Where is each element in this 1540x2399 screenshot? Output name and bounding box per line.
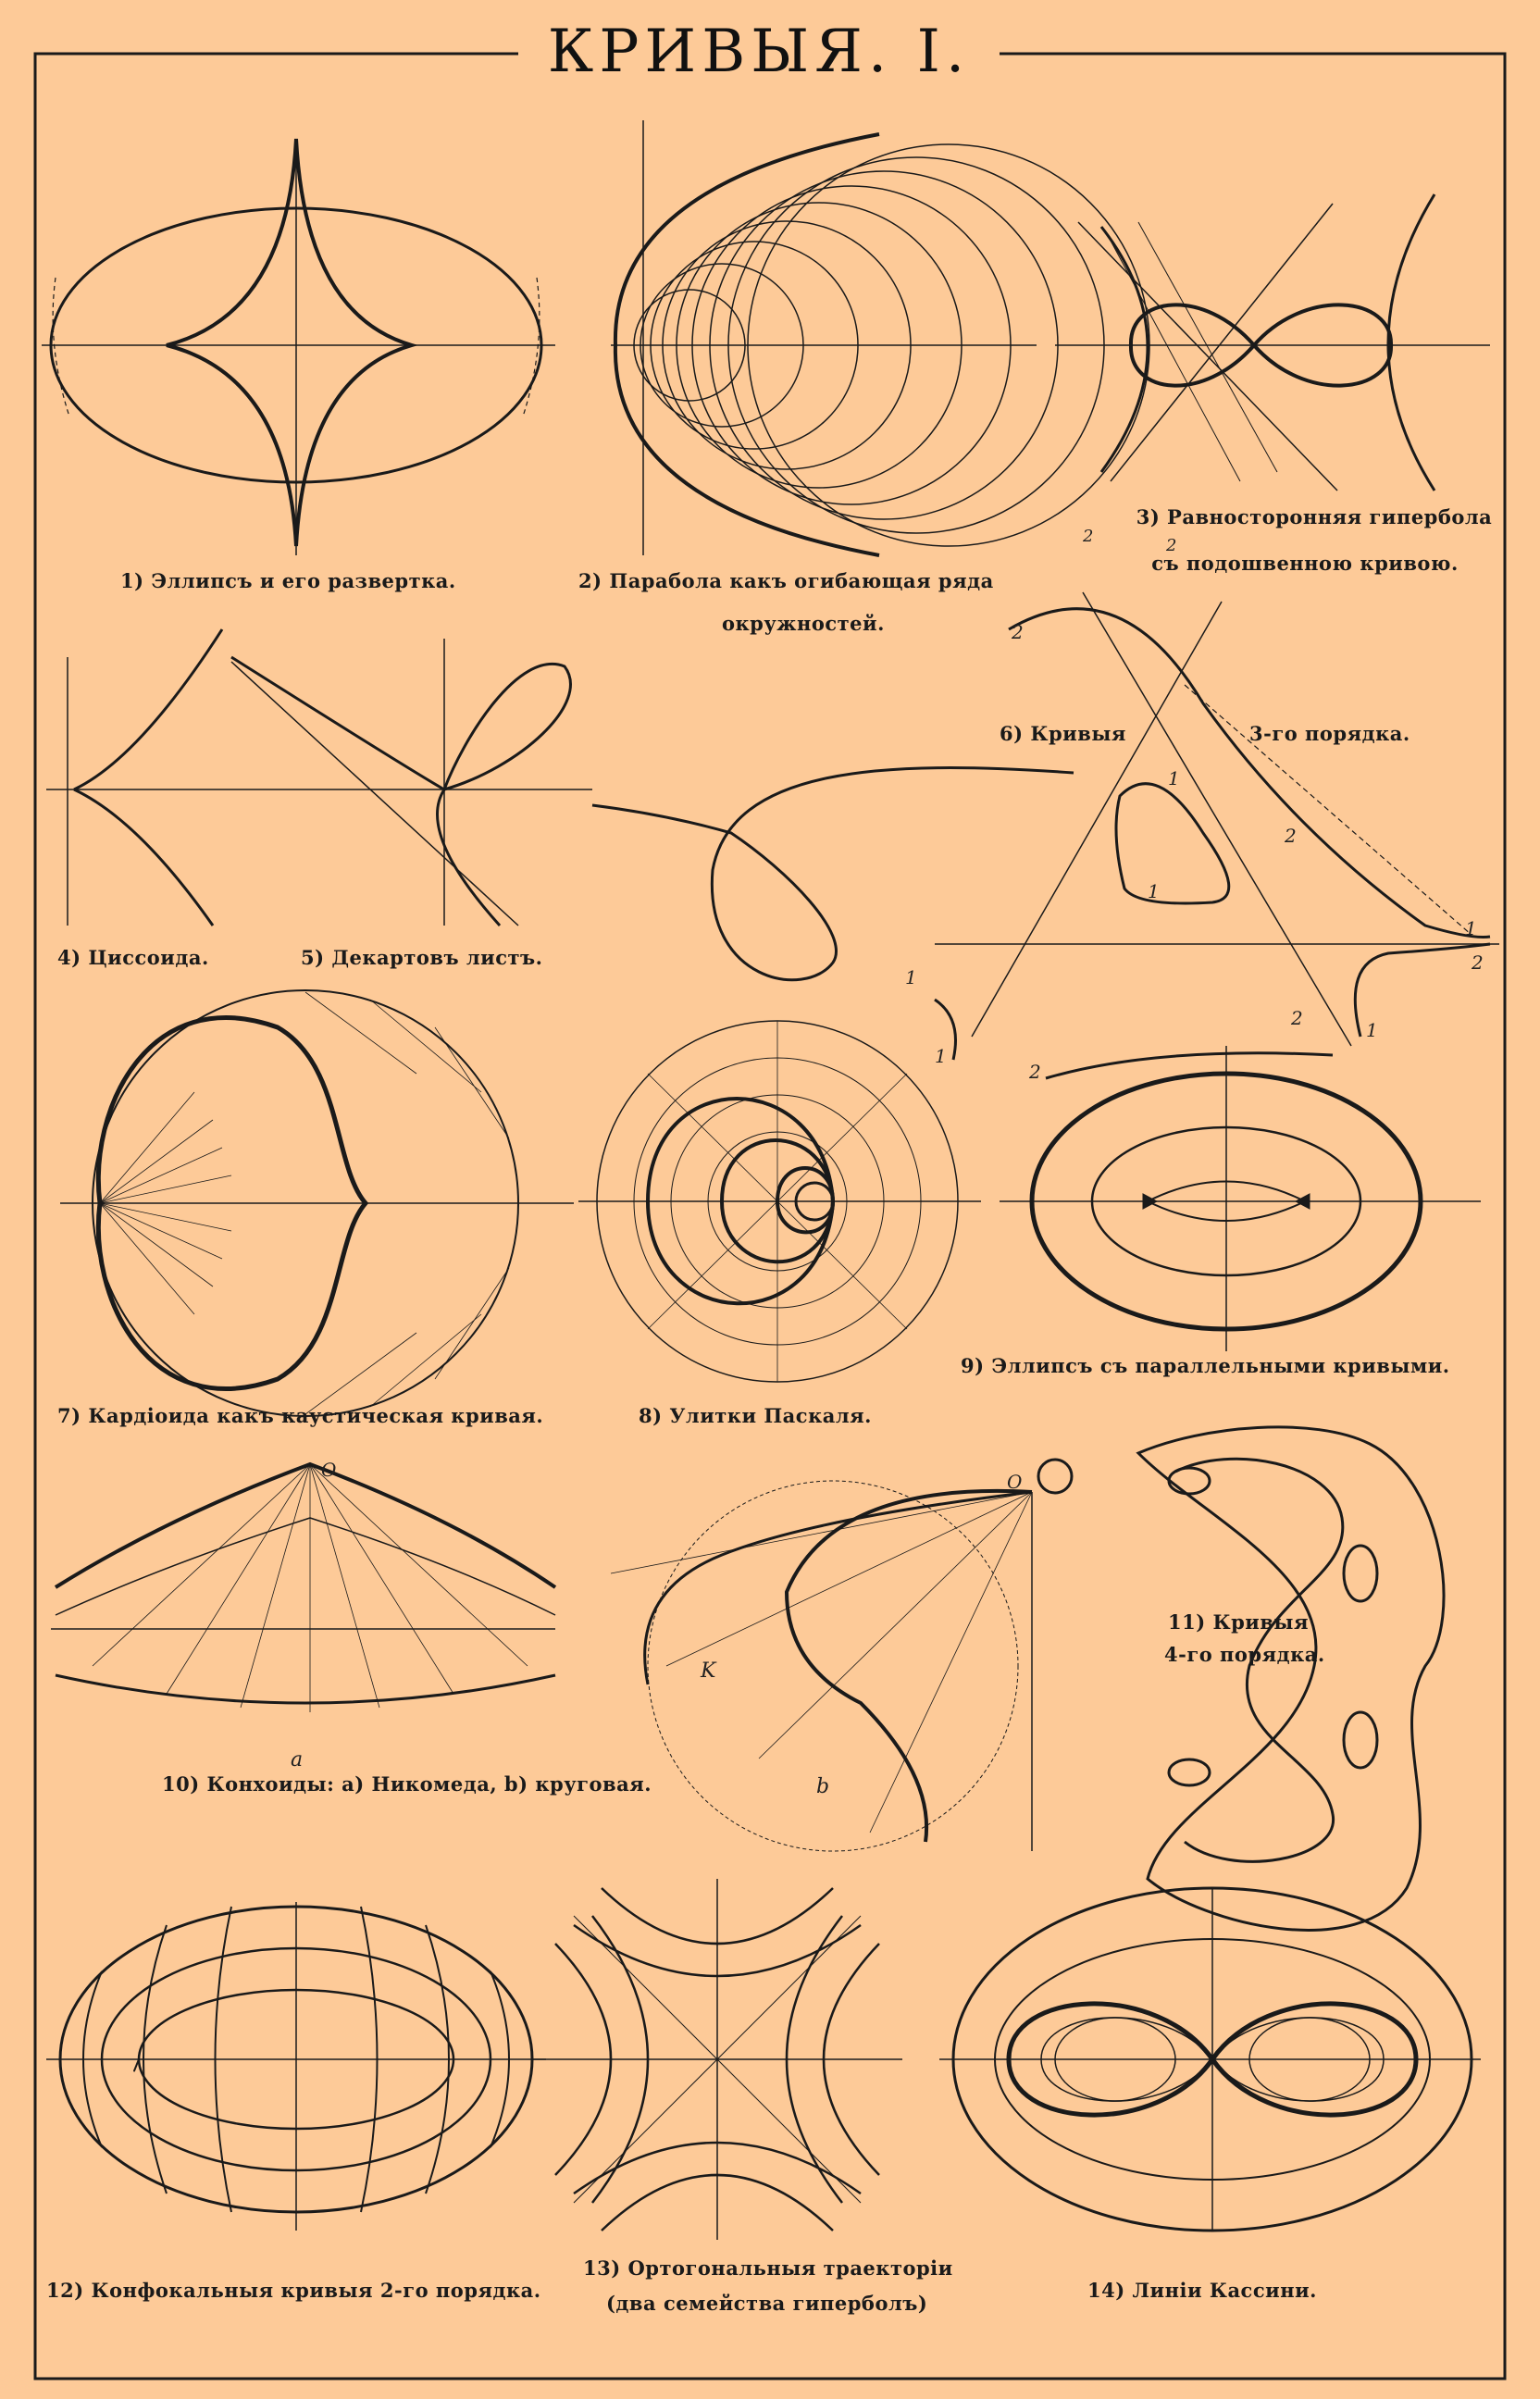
fig3-label-2b: 2 [1166, 536, 1177, 555]
fig6-caption-2: 3-го порядка. [1249, 722, 1410, 745]
fig6-label-1a: 1 [1168, 767, 1180, 789]
figure-6-cubic-curves [935, 592, 1499, 1078]
fig11-caption-2: 4-го порядка. [1164, 1643, 1325, 1666]
figure-8-limacons [578, 1021, 981, 1382]
figure-3-hyperbola-pedal [1055, 194, 1490, 491]
fig10a-label-o: O [321, 1459, 337, 1481]
fig6-label-2b: 2 [1285, 825, 1297, 847]
fig6-label-2c: 2 [1472, 951, 1484, 974]
figure-7-cardioid-caustic [60, 990, 574, 1416]
figure-1-ellipse-evolute [42, 139, 555, 555]
fig1-caption: 1) Эллипсъ и его развертка. [120, 569, 456, 592]
fig10-caption: 10) Конхоиды: a) Никомеда, b) круговая. [162, 1772, 652, 1796]
fig3-caption: 3) Равносторонняя гипербола [1136, 505, 1493, 528]
figure-10b-conchoid-circular [611, 1460, 1072, 1851]
fig6-label-1b: 1 [1148, 880, 1160, 902]
fig13-caption-2: (два семейства гиперболъ) [606, 2292, 928, 2315]
figure-12-confocal-conics [46, 1902, 546, 2231]
fig5-caption: 5) Декартовъ листъ. [301, 946, 543, 969]
fig6-label-2a: 2 [1012, 621, 1024, 643]
fig10a-label-a: a [291, 1748, 304, 1771]
fig6-label-1c: 1 [1465, 917, 1477, 939]
fig6-label-2e: 2 [1029, 1061, 1041, 1083]
fig11-caption: 11) Кривыя [1168, 1610, 1309, 1634]
page-title: КРИВЫЯ. I. [518, 11, 1000, 93]
figure-4-cissoid [46, 629, 592, 926]
figure-2-parabola-envelope [611, 120, 1149, 555]
fig8-caption: 8) Улитки Паскаля. [639, 1404, 872, 1427]
figure-6-loop-curve [592, 768, 1074, 980]
fig3-caption-2: съ подошвенною кривою. [1151, 552, 1459, 575]
fig9-caption: 9) Эллипсъ съ параллельными кривыми. [961, 1354, 1450, 1377]
figure-5-folium [231, 639, 570, 926]
fig10b-label-k: K [701, 1659, 716, 1683]
fig3-label-2: 2 [1083, 527, 1094, 546]
fig4-caption: 4) Циссоида. [57, 946, 209, 969]
figure-9-parallel-curves [1000, 1046, 1481, 1351]
fig12-caption: 12) Конфокальныя кривыя 2-го порядка. [46, 2279, 541, 2302]
fig6-label-1d: 1 [905, 966, 917, 988]
fig6-label-1e: 1 [935, 1045, 947, 1067]
fig7-caption: 7) Кардіоида какъ каустическая кривая. [57, 1404, 544, 1427]
figure-10a-conchoid-nicomedes [51, 1464, 555, 1712]
fig6-label-1f: 1 [1366, 1019, 1378, 1041]
fig10b-label-o: O [1007, 1471, 1023, 1493]
fig13-caption: 13) Ортогональныя траекторіи [583, 2256, 953, 2280]
figure-11-quartic-curves [1138, 1427, 1444, 1931]
figure-13-orthogonal-hyperbolas [532, 1879, 902, 2240]
fig2-caption-2: окружностей. [722, 612, 885, 635]
fig6-label-2d: 2 [1291, 1007, 1303, 1029]
fig10b-label-b: b [816, 1775, 830, 1798]
fig14-caption: 14) Линіи Кассини. [1087, 2279, 1317, 2302]
fig2-caption: 2) Парабола какъ огибающая ряда [578, 569, 994, 592]
figure-14-cassini-ovals [939, 1888, 1481, 2231]
fig6-caption: 6) Кривыя [1000, 722, 1126, 745]
